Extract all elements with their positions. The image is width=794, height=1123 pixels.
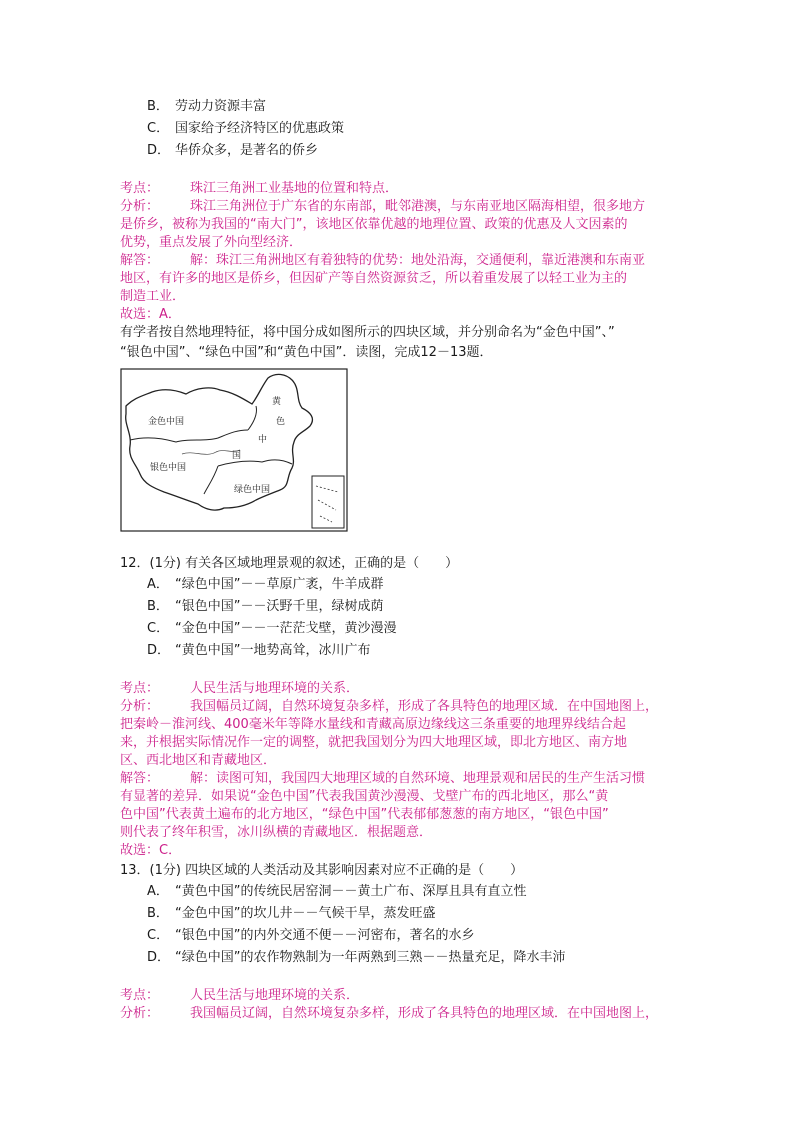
q12-fenxi-line-4: 区、西北地区和青藏地区． — [120, 753, 277, 768]
q11-jieda-line-2: 地区，有许多的地区是侨乡，但因矿产等自然资源贫乏，所以着重发展了以轻工业为主的 — [120, 271, 628, 286]
q13-kaodian: 考点： 人民生活与地理环境的关系． — [120, 988, 360, 1003]
q12-jieda-line-1: 解答： 解：读图可知，我国四大地理区域的自然环境、地理景观和居民的生产生活习惯 — [120, 771, 646, 786]
q12-jieda-line-3: 色中国”代表黄土遍布的北方地区，“绿色中国”代表郁郁葱葱的南方地区，“银色中国” — [120, 807, 609, 822]
q11-option-d: D． 华侨众多，是著名的侨乡 — [147, 143, 319, 158]
q12-option-d: D． “黄色中国”一地势高耸，冰川广布 — [147, 643, 371, 658]
intro-line-2: “银色中国”、“绿色中国”和“黄色中国”．读图，完成12－13题． — [120, 345, 493, 360]
label-se: 色 — [276, 417, 286, 427]
q11-fenxi-line-1: 分析： 珠江三角洲位于广东省的东南部，毗邻港澳，与东南亚地区隔海相望，很多地方 — [120, 199, 646, 214]
q11-option-c: C． 国家给予经济特区的优惠政策 — [147, 121, 345, 136]
q12-jieda-line-2: 有显著的差异．如果说“金色中国”代表我国黄沙漫漫、戈壁广布的西北地区，那么“黄 — [120, 789, 609, 804]
q13-stem: 13．(1分) 四块区域的人类活动及其影响因素对应不正确的是（ ） — [120, 863, 524, 878]
q12-kaodian: 考点： 人民生活与地理环境的关系． — [120, 681, 360, 696]
q11-jieda-line-3: 制造工业． — [120, 289, 186, 304]
china-regions-map — [120, 368, 348, 532]
q11-fenxi-line-2: 是侨乡，被称为我国的“南大门”，该地区依靠优越的地理位置、政策的优惠及人文因素的 — [120, 217, 628, 232]
q13-option-c: C． “银色中国”的内外交通不便－－河密布，著名的水乡 — [147, 928, 475, 943]
q13-option-d: D． “绿色中国”的农作物熟制为一年两熟到三熟－－热量充足，降水丰沛 — [147, 950, 566, 965]
q11-answer: 故选：A． — [120, 307, 181, 322]
q12-fenxi-line-1: 分析： 我国幅员辽阔，自然环境复杂多样，形成了各具特色的地理区域．在中国地图上， — [120, 699, 659, 714]
label-zhong: 中 — [258, 435, 268, 445]
q13-fenxi-line-1: 分析： 我国幅员辽阔，自然环境复杂多样，形成了各具特色的地理区域．在中国地图上， — [120, 1006, 659, 1021]
label-gold-china: 金色中国 — [148, 417, 185, 427]
q12-option-a: A． “绿色中国”－－草原广袤，牛羊成群 — [147, 577, 384, 592]
q12-fenxi-line-3: 来，并根据实际情况作一定的调整，就把我国划分为四大地理区域，即北方地区、南方地 — [120, 735, 628, 750]
q12-option-c: C． “金色中国”－－一茫茫戈壁，黄沙漫漫 — [147, 621, 397, 636]
label-huang: 黄 — [272, 397, 282, 407]
q12-stem: 12．(1分) 有关各区域地理景观的叙述，正确的是（ ） — [120, 556, 459, 571]
q12-option-b: B． “银色中国”－－沃野千里，绿树成荫 — [147, 599, 384, 614]
q13-option-a: A． “黄色中国”的传统民居窑洞－－黄土广布、深厚且具有直立性 — [147, 884, 527, 899]
label-guo: 国 — [232, 451, 242, 461]
label-silver-china: 银色中国 — [150, 463, 187, 473]
q11-jieda-line-1: 解答： 解：珠江三角洲地区有着独特的优势：地处沿海，交通便利，靠近港澳和东南亚 — [120, 253, 646, 268]
q11-option-b: B． 劳动力资源丰富 — [147, 99, 267, 114]
q12-fenxi-line-2: 把秦岭－淮河线、400毫米年等降水量线和青藏高原边缘线这三条重要的地理界线结合起 — [120, 717, 626, 732]
q12-answer: 故选：C． — [120, 843, 182, 858]
label-green-china: 绿色中国 — [234, 485, 271, 495]
q12-jieda-line-4: 则代表了终年积雪，冰川纵横的青藏地区．根据题意． — [120, 825, 433, 840]
intro-line-1: 有学者按自然地理特征，将中国分成如图所示的四块区域，并分别命名为“金色中国”、” — [120, 325, 615, 340]
q11-fenxi-line-3: 优势，重点发展了外向型经济． — [120, 235, 303, 250]
q11-kaodian: 考点： 珠江三角洲工业基地的位置和特点． — [120, 181, 399, 196]
q13-option-b: B． “金色中国”的坎儿井－－气候干旱，蒸发旺盛 — [147, 906, 436, 921]
